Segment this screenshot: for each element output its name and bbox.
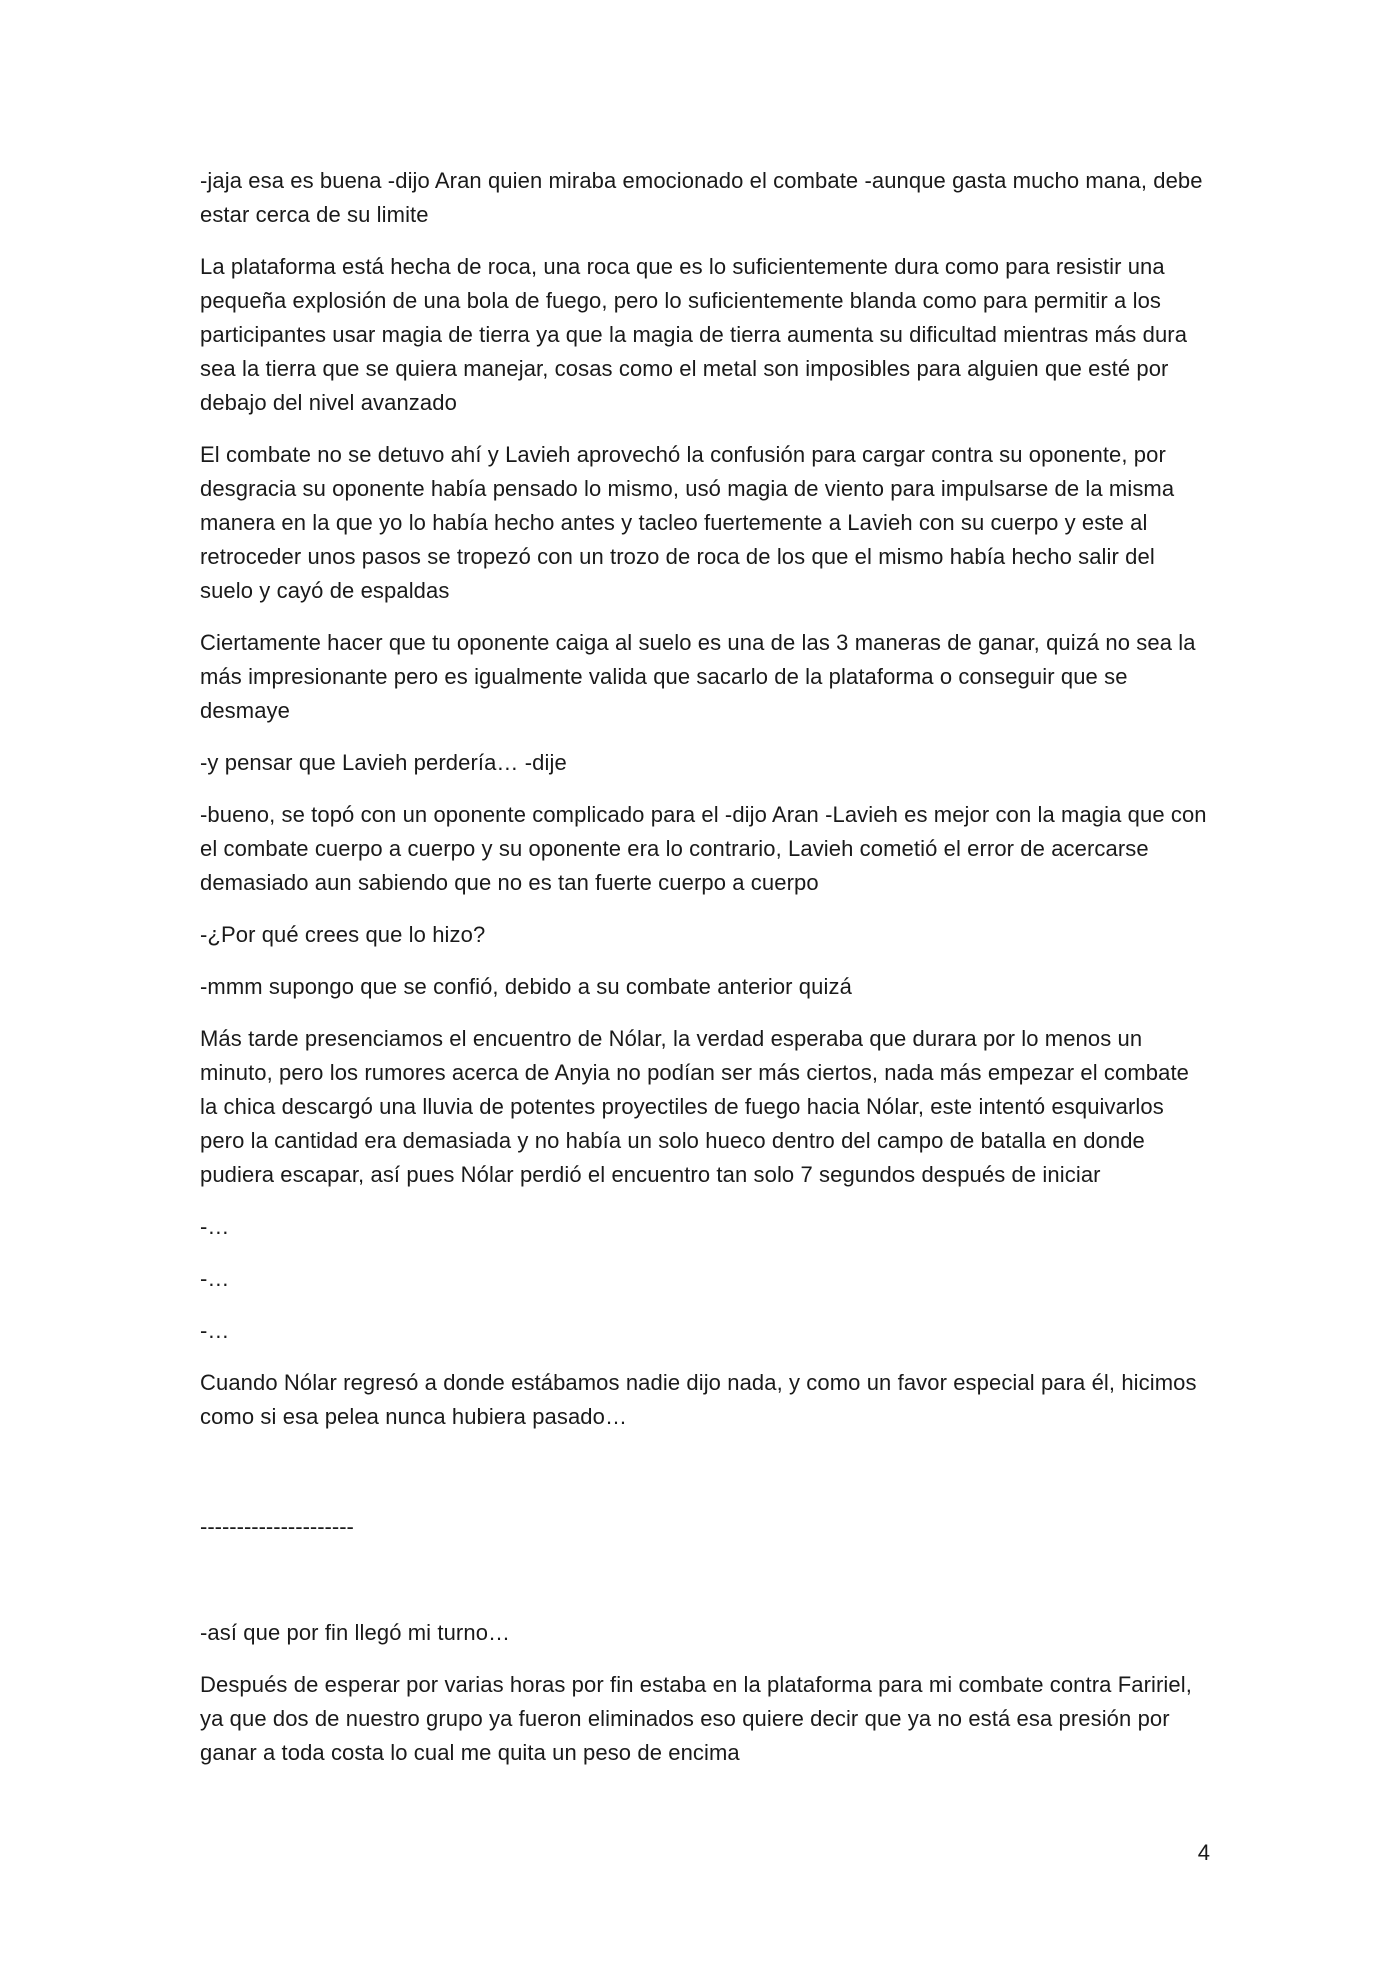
paragraph: -así que por fin llegó mi turno… <box>200 1620 511 1645</box>
paragraph: Cuando Nólar regresó a donde estábamos nadie dijo nada, y como un favor especial para él, hicimos como si esa pelea nunca hubiera pasado… <box>200 1370 1197 1429</box>
paragraph: -mmm supongo que se confió, debido a su combate anterior quizá <box>200 974 852 999</box>
paragraph: -y pensar que Lavieh perdería… -dije <box>200 750 567 775</box>
paragraph: Ciertamente hacer que tu oponente caiga al suelo es una de las 3 maneras de ganar, quizá no sea la más impresionante pero es igualmente valida que sacarlo de la plataforma o conseguir que se desmaye <box>200 630 1196 723</box>
paragraph: -… <box>200 1214 230 1239</box>
spacer <box>200 1452 1210 1510</box>
paragraph: Después de esperar por varias horas por fin estaba en la plataforma para mi combate contra Faririel, ya que dos de nuestro grupo ya fueron eliminados eso quiere decir que ya no está esa presión por ganar a toda costa lo cual me quita un peso de encima <box>200 1672 1192 1765</box>
paragraph: Más tarde presenciamos el encuentro de Nólar, la verdad esperaba que durara por lo menos un minuto, pero los rumores acerca de Anyia no podían ser más ciertos, nada más empezar el combate la chica descargó una lluvia de potentes proyectiles de fuego hacia Nólar, este intentó esquivarlos pero la cantidad era demasiada y no había un solo hueco dentro del campo de batalla en donde pudiera escapar, así pues Nólar perdió el encuentro tan solo 7 segundos después de iniciar <box>200 1026 1189 1187</box>
paragraph: El combate no se detuvo ahí y Lavieh aprovechó la confusión para cargar contra su oponente, por desgracia su oponente había pensado lo mismo, usó magia de viento para impulsarse de la misma manera en la que yo lo había hecho antes y tacleo fuertemente a Lavieh con su cuerpo y este al retroceder unos pasos se tropezó con un trozo de roca de los que el mismo había hecho salir del suelo y cayó de espaldas <box>200 442 1175 603</box>
paragraph: -jaja esa es buena -dijo Aran quien miraba emocionado el combate -aunque gasta mucho mana, debe estar cerca de su limite <box>200 168 1203 227</box>
paragraph: -… <box>200 1318 230 1343</box>
section-separator: --------------------- <box>200 1514 354 1539</box>
paragraph: -bueno, se topó con un oponente complicado para el -dijo Aran -Lavieh es mejor con la magia que con el combate cuerpo a cuerpo y su oponente era lo contrario, Lavieh cometió el error de acercarse demasiado aun sabiendo que no es tan fuerte cuerpo a cuerpo <box>200 802 1207 895</box>
page-number: 4 <box>1197 1840 1210 1865</box>
page-body <box>200 164 1210 1788</box>
paragraph: -… <box>200 1266 230 1291</box>
spacer <box>200 1544 1210 1616</box>
paragraph: -¿Por qué crees que lo hizo? <box>200 922 486 947</box>
paragraph: La plataforma está hecha de roca, una roca que es lo suficientemente dura como para resistir una pequeña explosión de una bola de fuego, pero lo suficientemente blanda como para permitir a los participantes usar magia de tierra ya que la magia de tierra aumenta su dificultad mientras más dura sea la tierra que se quiera manejar, cosas como el metal son imposibles para alguien que esté por debajo del nivel avanzado <box>200 254 1188 415</box>
